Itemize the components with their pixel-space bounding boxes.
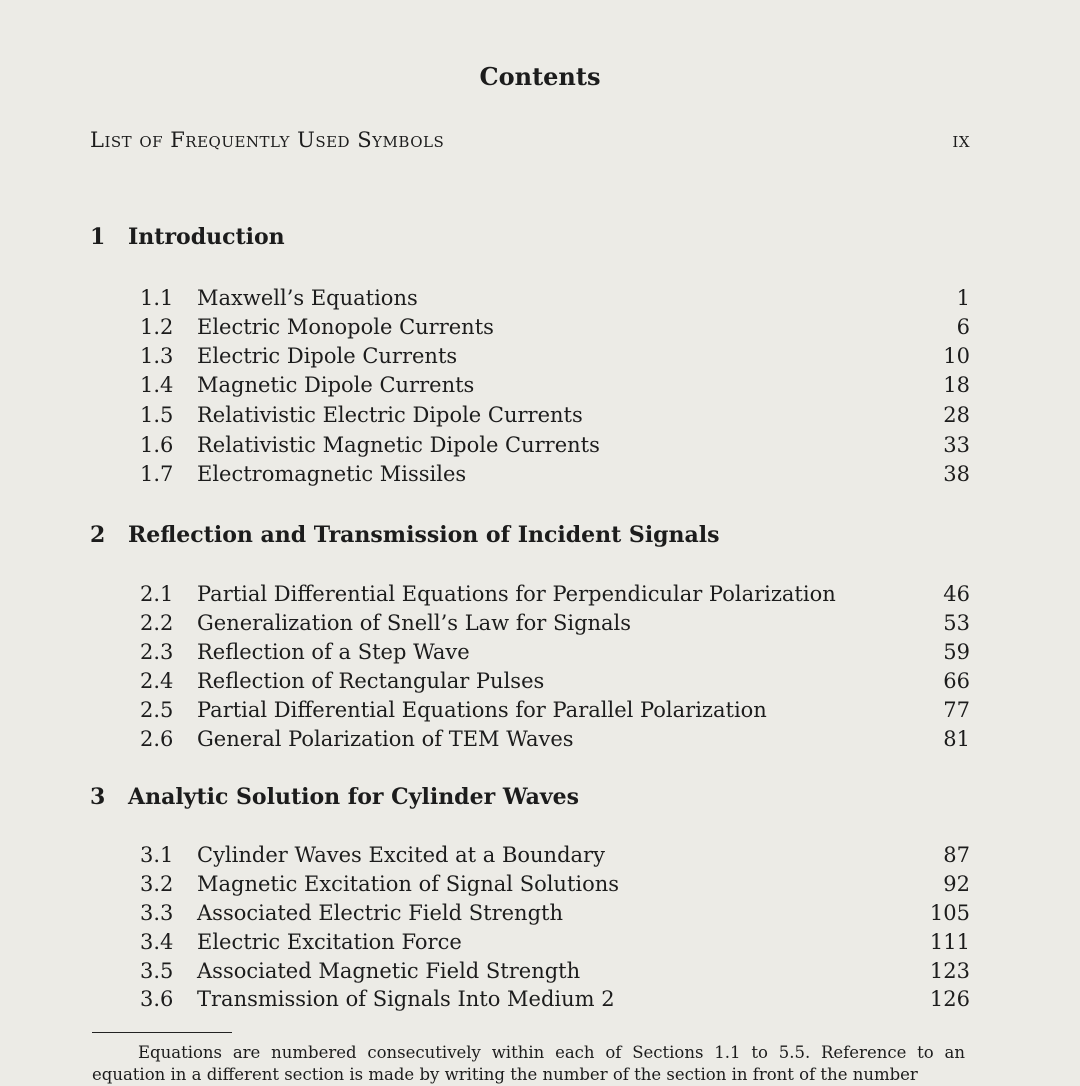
- section-title: Associated Electric Field Strength: [197, 901, 563, 925]
- section-number: 2.1: [140, 582, 174, 606]
- section-page: 33: [943, 433, 970, 457]
- section-page: 38: [943, 462, 970, 486]
- section-title: Relativistic Electric Dipole Currents: [197, 403, 583, 427]
- toc-entry: [140, 930, 970, 960]
- section-page: 92: [943, 872, 970, 896]
- section-number: 3.4: [140, 930, 174, 954]
- toc-entry: [140, 987, 970, 1017]
- section-page: 6: [956, 315, 970, 339]
- section-title: Maxwell’s Equations: [197, 286, 418, 310]
- toc-entry: [140, 403, 970, 433]
- section-number: 3.2: [140, 872, 174, 896]
- chapter-number: 3: [90, 784, 106, 810]
- section-title: Electric Excitation Force: [197, 930, 462, 954]
- front-matter-page: ix: [952, 128, 970, 152]
- toc-entry: [140, 698, 970, 728]
- section-title: Electric Dipole Currents: [197, 344, 458, 368]
- section-title: Partial Differential Equations for Parallel Polarization: [197, 698, 767, 722]
- section-page: 46: [943, 582, 970, 606]
- section-number: 3.3: [140, 901, 174, 925]
- toc-entry: [140, 727, 970, 757]
- section-title: Associated Magnetic Field Strength: [197, 959, 581, 983]
- front-matter-entry: [90, 128, 970, 152]
- section-number: 1.4: [140, 373, 174, 397]
- section-page: 18: [943, 373, 970, 397]
- section-title: Reflection of a Step Wave: [197, 640, 470, 664]
- section-page: 81: [943, 727, 970, 751]
- toc-entry: [140, 315, 970, 345]
- footnote: [92, 1042, 965, 1086]
- toc-entry: [140, 344, 970, 374]
- section-page: 77: [943, 698, 970, 722]
- toc-entry: [140, 901, 970, 931]
- section-number: 2.4: [140, 669, 174, 693]
- section-page: 123: [929, 959, 970, 983]
- toc-entry: [140, 669, 970, 699]
- section-number: 2.2: [140, 611, 174, 635]
- toc-entry: [140, 611, 970, 641]
- section-number: 1.1: [140, 286, 174, 310]
- chapter-heading: [90, 784, 970, 810]
- toc-entry: [140, 843, 970, 873]
- section-number: 2.5: [140, 698, 174, 722]
- section-number: 2.3: [140, 640, 174, 664]
- section-title: Relativistic Magnetic Dipole Currents: [197, 433, 600, 457]
- toc-entry: [140, 286, 970, 316]
- section-page: 1: [956, 286, 970, 310]
- section-title: Magnetic Dipole Currents: [197, 373, 475, 397]
- toc-entry: [140, 462, 970, 492]
- toc-entry: [140, 582, 970, 612]
- footnote-text: Equations are numbered consecutively within each of Sections 1.1 to 5.5. Reference to an equation in a different section is made by writing the number of the section in front of the number: [92, 1043, 965, 1084]
- page-title: Contents: [479, 62, 601, 91]
- section-title: Electromagnetic Missiles: [197, 462, 467, 486]
- chapter-title: Analytic Solution for Cylinder Waves: [128, 784, 580, 810]
- section-page: 28: [943, 403, 970, 427]
- front-matter-label: List of Frequently Used Symbols: [90, 128, 445, 152]
- section-page: 111: [929, 930, 970, 954]
- toc-entry: [140, 373, 970, 403]
- section-number: 3.6: [140, 987, 174, 1011]
- section-title: Partial Differential Equations for Perpendicular Polarization: [197, 582, 836, 606]
- section-number: 1.3: [140, 344, 174, 368]
- section-title: Cylinder Waves Excited at a Boundary: [197, 843, 605, 867]
- chapter-number: 1: [90, 224, 106, 250]
- section-number: 1.6: [140, 433, 174, 457]
- section-number: 2.6: [140, 727, 174, 751]
- section-title: Reflection of Rectangular Pulses: [197, 669, 545, 693]
- section-title: Electric Monopole Currents: [197, 315, 494, 339]
- toc-entry: [140, 872, 970, 902]
- section-page: 10: [943, 344, 970, 368]
- toc-entry: [140, 959, 970, 989]
- chapter-heading: [90, 224, 970, 250]
- section-number: 3.5: [140, 959, 174, 983]
- section-number: 1.2: [140, 315, 174, 339]
- chapter-number: 2: [90, 522, 106, 548]
- toc-entry: [140, 640, 970, 670]
- chapter-title: Introduction: [128, 224, 285, 250]
- section-page: 53: [943, 611, 970, 635]
- chapter-title: Reflection and Transmission of Incident Signals: [128, 522, 720, 548]
- section-page: 105: [929, 901, 970, 925]
- section-title: Magnetic Excitation of Signal Solutions: [197, 872, 620, 896]
- section-page: 126: [929, 987, 970, 1011]
- section-title: Generalization of Snell’s Law for Signals: [197, 611, 632, 635]
- section-page: 66: [943, 669, 970, 693]
- chapter-heading: [90, 522, 970, 548]
- section-number: 1.5: [140, 403, 174, 427]
- toc-entry: [140, 433, 970, 463]
- section-page: 87: [943, 843, 970, 867]
- section-title: Transmission of Signals Into Medium 2: [197, 987, 615, 1011]
- section-page: 59: [943, 640, 970, 664]
- section-title: General Polarization of TEM Waves: [197, 727, 574, 751]
- section-number: 1.7: [140, 462, 174, 486]
- section-number: 3.1: [140, 843, 174, 867]
- footnote-rule: [92, 1032, 232, 1033]
